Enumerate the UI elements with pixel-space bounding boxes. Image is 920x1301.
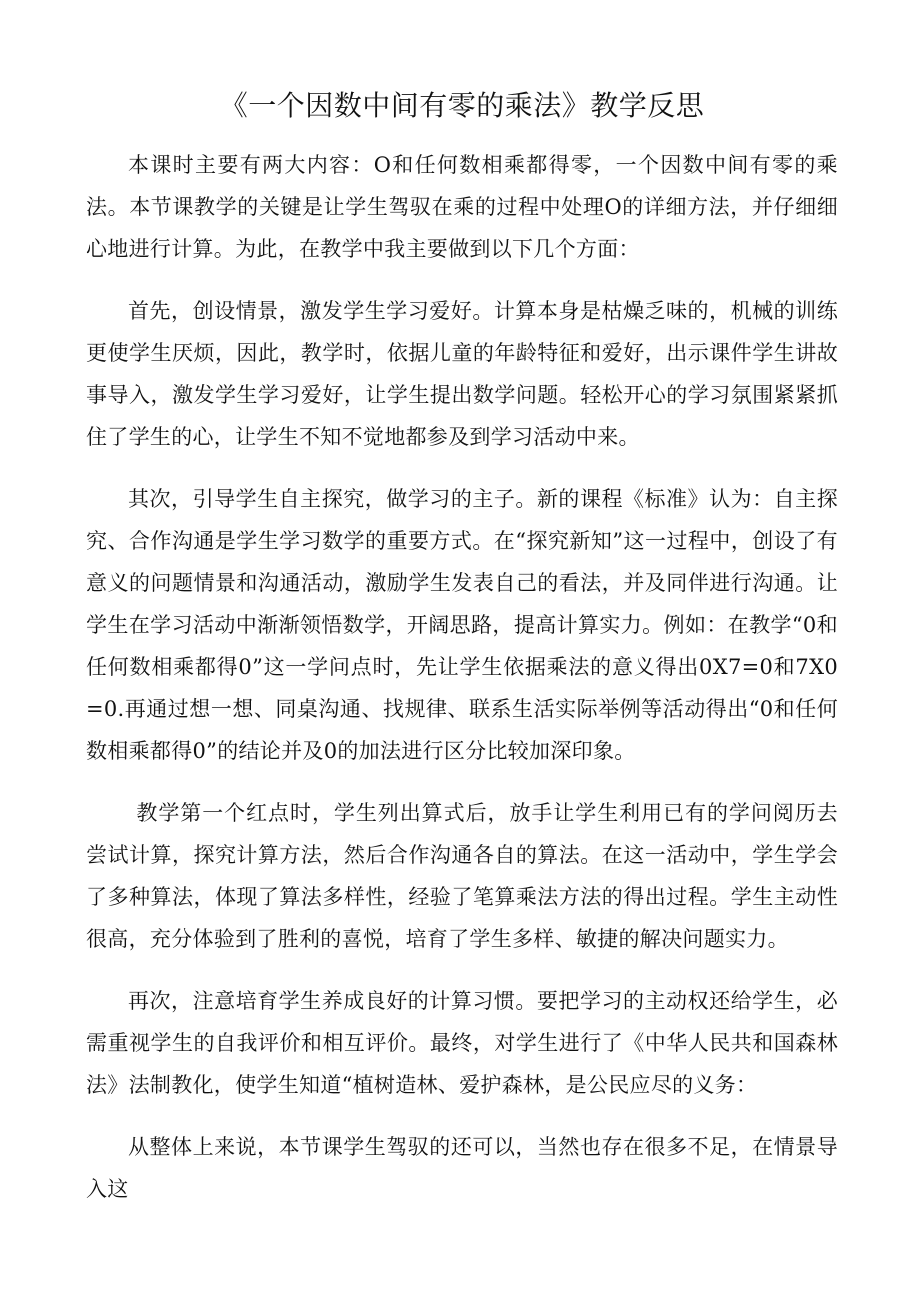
paragraph-intro: 本课时主要有两大内容：O和任何数相乘都得零，一个因数中间有零的乘法。本节课教学的关键是让学生驾驭在乘的过程中处理O的详细方法，并仔细细心地进行计算。为此，在教学中我主要做到以下几个方面：: [86, 153, 838, 261]
paragraph-first-point: 首先，创设情景，激发学生学习爱好。计算本身是枯燥乏味的，机械的训练更使学生厌烦，因此，教学时，依据儿童的年龄特征和爱好，出示课件学生讲故事导入，激发学生学习爱好，让学生提出数学问题。轻松开心的学习氛围紧紧抓住了学生的心，让学生不知不觉地都参及到学习活动中来。: [86, 299, 838, 449]
document-title: 《一个因数中间有零的乘法》教学反思: [219, 89, 705, 122]
paragraph-second-point: 其次，引导学生自主探究，做学习的主子。新的课程《标准》认为：自主探究、合作沟通是学生学习数学的重要方式。在“探究新知”这一过程中，创设了有意义的问题情景和沟通活动，激励学生发表自己的看法，并及同伴进行沟通。让学生在学习活动中渐渐领悟数学，开阔思路，提高计算实力。例如：在教学“0和任何数相乘都得0”这一学问点时，先让学生依据乘法的意义得出0X7=0和7X0=0.再通过想一想、同桌沟通、找规律、联系生活实际举例等活动得出“0和任何数相乘都得0”的结论并及0的加法进行区分比较加深印象。: [86, 487, 838, 763]
paragraph-summary: 从整体上来说，本节课学生驾驭的还可以，当然也存在很多不足，在情景导入这: [86, 1135, 838, 1201]
paragraph-red-dot-example: 教学第一个红点时，学生列出算式后，放手让学生利用已有的学问阅历去尝试计算，探究计算方法，然后合作沟通各自的算法。在这一活动中，学生学会了多种算法，体现了算法多样性，经验了笔算乘法方法的得出过程。学生主动性很高，充分体验到了胜利的喜悦，培育了学生多样、敏捷的解决问题实力。: [86, 801, 838, 951]
paragraph-third-point: 再次，注意培育学生养成良好的计算习惯。要把学习的主动权还给学生，必需重视学生的自我评价和相互评价。最终，对学生进行了《中华人民共和国森林法》法制教化，使学生知道“植树造林、爱护森林，是公民应尽的义务：: [86, 989, 838, 1097]
